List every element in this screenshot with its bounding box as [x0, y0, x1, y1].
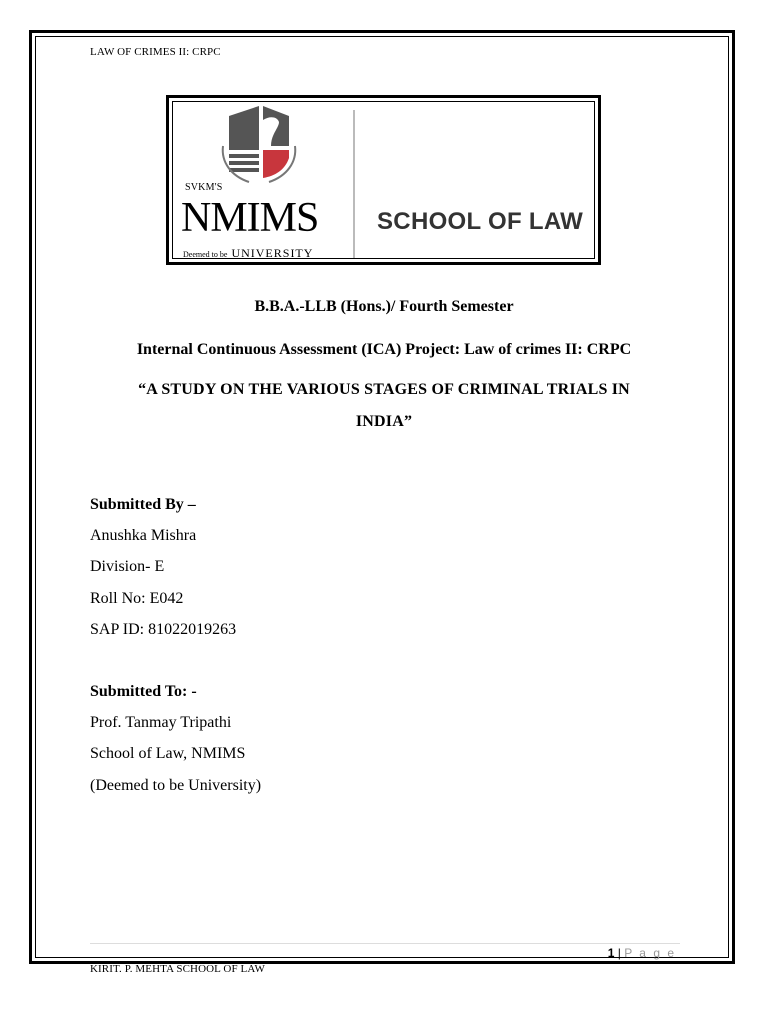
- deemed-university-line: [183, 244, 313, 262]
- page-number: [608, 946, 676, 960]
- nmims-emblem-icon: [219, 106, 299, 186]
- logo-banner: [166, 95, 601, 265]
- page-number-separator: |: [617, 946, 621, 960]
- university-label: UNIVERSITY: [231, 246, 314, 260]
- professor-school: School of Law, NMIMS: [90, 745, 246, 762]
- running-header: LAW OF CRIMES II: CRPC: [90, 46, 221, 58]
- assessment-line: Internal Continuous Assessment (ICA) Project: Law of crimes II: CRPC: [136, 341, 632, 358]
- page-number-value: 1: [607, 946, 615, 960]
- footer-divider: [90, 943, 680, 944]
- professor-name: Prof. Tanmay Tripathi: [90, 714, 232, 731]
- submitted-by-heading: Submitted By –: [90, 496, 196, 513]
- school-of-law-label: SCHOOL OF LAW: [377, 208, 584, 235]
- svkm-label: SVKM'S: [185, 182, 223, 193]
- logo-divider: [353, 110, 355, 258]
- deemed-prefix: Deemed to be: [183, 250, 228, 259]
- project-title-line-1: “A STUDY ON THE VARIOUS STAGES OF CRIMINAL TRIALS IN: [138, 381, 630, 398]
- student-name: Anushka Mishra: [90, 527, 197, 544]
- nmims-wordmark: NMIMS: [181, 195, 319, 241]
- footer-school-name: KIRIT. P. MEHTA SCHOOL OF LAW: [90, 963, 266, 975]
- page-label: P a g e: [624, 946, 676, 960]
- student-sap-id: SAP ID: 81022019263: [90, 621, 237, 638]
- professor-university: (Deemed to be University): [90, 777, 262, 794]
- project-title-line-2: INDIA”: [355, 413, 413, 430]
- logo-banner-inner-border: [172, 101, 595, 259]
- submitted-to-heading: Submitted To: -: [90, 683, 197, 700]
- program-line: B.B.A.-LLB (Hons.)/ Fourth Semester: [254, 298, 514, 315]
- student-division: Division- E: [90, 558, 165, 575]
- student-roll: Roll No: E042: [90, 590, 184, 607]
